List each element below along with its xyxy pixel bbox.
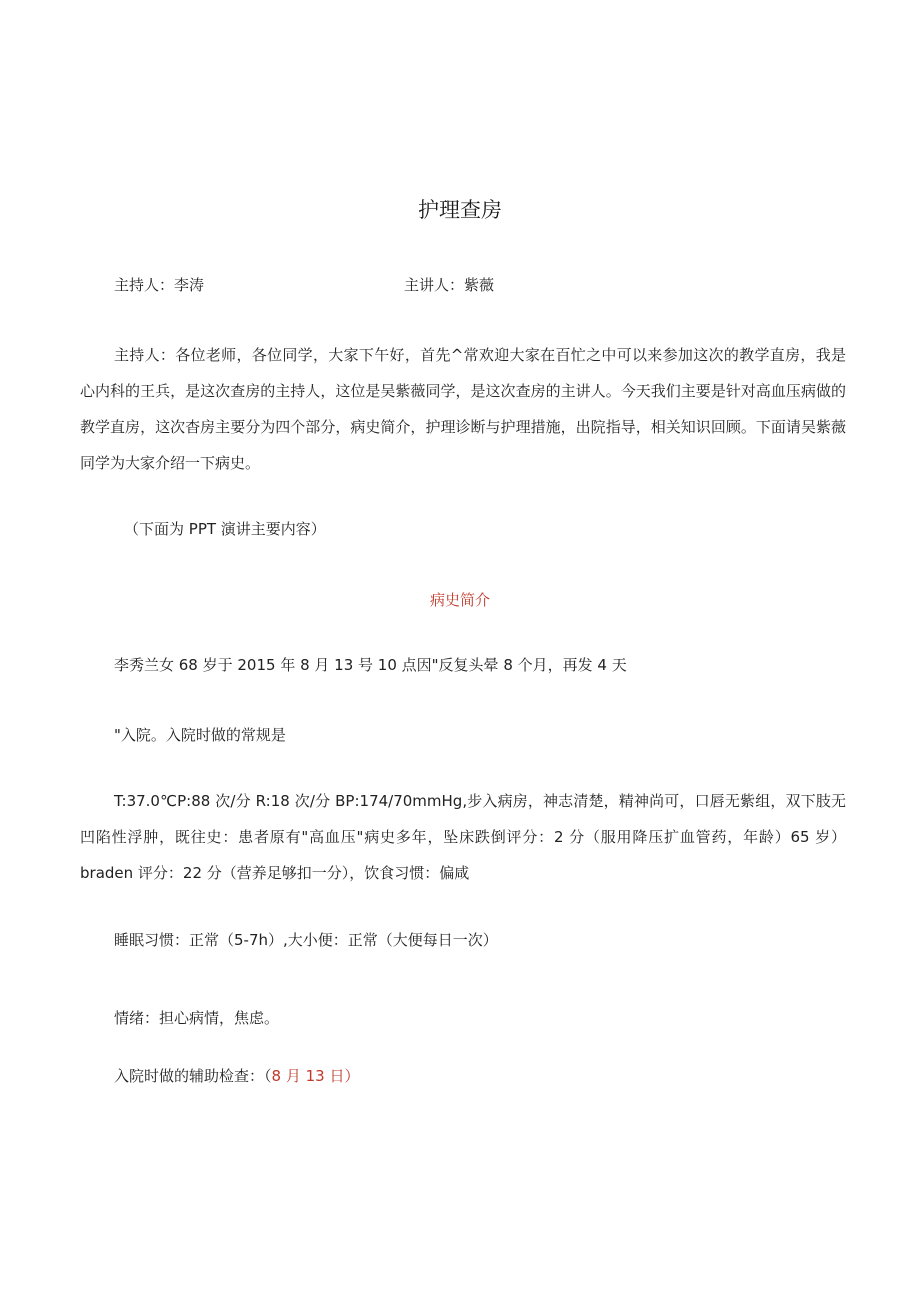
exam-label: 入院时做的辅助检查：（ bbox=[114, 1067, 272, 1085]
history-line-1: 李秀兰女 68 岁于 2015 年 8 月 13 号 10 点因"反复头晕 8 个月，再发 4 天 bbox=[114, 656, 627, 674]
speaker-label: 主讲人：紫薇 bbox=[404, 276, 495, 294]
host-label: 主持人：李涛 bbox=[114, 276, 205, 294]
exam-date: 8 月 13 日 bbox=[271, 1067, 345, 1085]
exam-line bbox=[114, 1066, 359, 1086]
emotion-line: 情绪：担心病情，焦虑。 bbox=[114, 1009, 280, 1027]
exam-close: ） bbox=[344, 1067, 360, 1085]
intro-paragraph: 主持人：各位老师，各位同学，大家下午好，首先^常欢迎大家在百忙之中可以来参加这次的教学直房，我是心内科的王兵，是这次查房的主持人，这位是吴紫薇同学，是这次查房的主讲人。今天我们主要是针对高血压病做的教学直房，这次杳房主要分为四个部分，病史简介，护理诊断与护理措施，出院指导，相关知识回顾。下面请吴紫薇同学为大家介绍一下病史。 bbox=[80, 346, 846, 472]
section-title-history: 病史简介 bbox=[429, 591, 490, 609]
ppt-note: （下面为 PPT 演讲主要内容） bbox=[124, 520, 326, 538]
history-line-2: "入院。入院时做的常规是 bbox=[114, 726, 286, 744]
sleep-line: 睡眠习惯：正常（5-7h）,大小便：正常（大便每日一次） bbox=[114, 931, 498, 949]
document-title: 护理查房 bbox=[418, 198, 502, 222]
vitals-paragraph: T:37.0℃P:88 次/分 R:18 次/分 BP:174/70mmHg,步入病房，神志清楚，精神尚可，口唇无紫组，双下肢无凹陷性浮肿，既往史：患者原有"高血压"病史多年，坠床跌倒评分：2 分（服用降压扩血管药，年龄）65 岁）braden 评分：22 分（营养足够扣一分），饮食习惯：偏咸 bbox=[80, 792, 846, 882]
